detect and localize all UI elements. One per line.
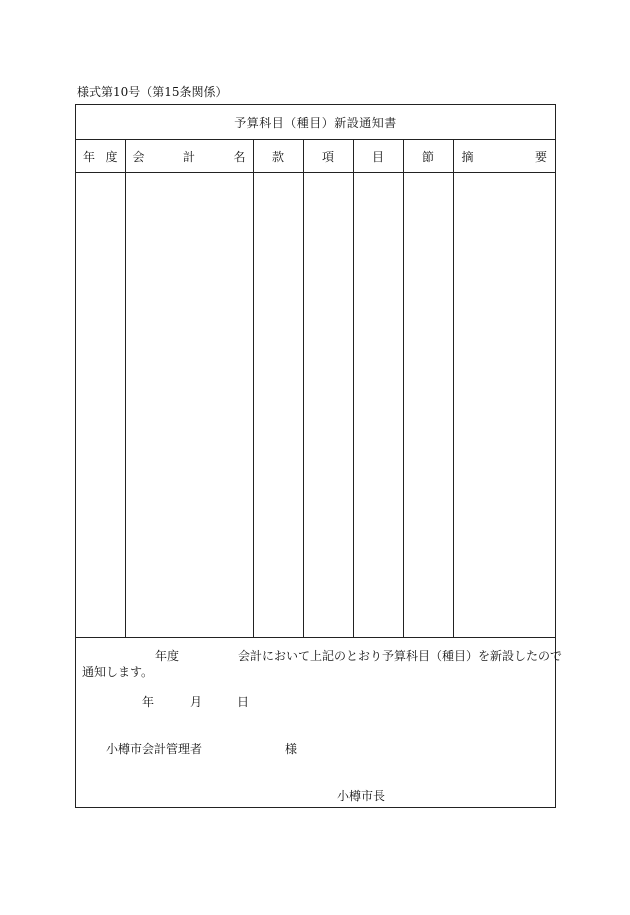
column-header-kou-label: 項 bbox=[321, 149, 334, 164]
form-title: 予算科目（種目）新設通知書 bbox=[76, 105, 555, 140]
form-number-label: 様式第10号（第15条関係） bbox=[77, 85, 228, 99]
column-header-account-char3: 名 bbox=[233, 149, 246, 164]
cell-account[interactable] bbox=[125, 173, 253, 638]
column-header-remarks-char1: 摘 bbox=[461, 149, 474, 164]
column-header-account bbox=[125, 140, 253, 173]
column-header-moku-label: 目 bbox=[371, 149, 384, 164]
column-header-setsu-label: 節 bbox=[421, 149, 434, 164]
column-header-account-char1: 会 bbox=[132, 149, 145, 164]
recipient-name: 小樽市会計管理者 bbox=[106, 742, 203, 756]
recipient-honorific: 様 bbox=[285, 742, 298, 756]
date-month-label: 月 bbox=[190, 695, 203, 709]
cell-moku[interactable] bbox=[353, 173, 403, 638]
column-header-kan bbox=[253, 140, 303, 173]
column-header-kan-label: 款 bbox=[271, 149, 284, 164]
date-year-label: 年 bbox=[142, 695, 155, 709]
notice-sentence-part1: 会計において上記のとおり予算科目（種目）を新設したので bbox=[238, 649, 563, 663]
notice-sentence-part2: 通知します。 bbox=[82, 665, 154, 679]
cell-setsu[interactable] bbox=[403, 173, 453, 638]
date-day-label: 日 bbox=[237, 695, 250, 709]
table-row bbox=[76, 173, 555, 638]
column-header-year bbox=[76, 140, 125, 173]
column-header-year-char2: 度 bbox=[105, 149, 118, 164]
notice-section bbox=[76, 637, 563, 807]
cell-year[interactable] bbox=[76, 173, 125, 638]
notice-year-label: 年度 bbox=[155, 649, 180, 663]
column-header-account-char2: 計 bbox=[182, 149, 195, 164]
budget-item-table bbox=[76, 140, 555, 637]
column-header-setsu bbox=[403, 140, 453, 173]
cell-kan[interactable] bbox=[253, 173, 303, 638]
column-header-year-char1: 年 bbox=[83, 149, 96, 164]
column-header-moku bbox=[353, 140, 403, 173]
cell-kou[interactable] bbox=[303, 173, 353, 638]
cell-remarks[interactable] bbox=[453, 173, 555, 638]
column-header-remarks-char2: 要 bbox=[534, 149, 547, 164]
table-header-row bbox=[76, 140, 555, 173]
sender-name: 小樽市長 bbox=[337, 789, 386, 803]
column-header-kou bbox=[303, 140, 353, 173]
notification-form bbox=[75, 104, 563, 808]
column-header-remarks bbox=[453, 140, 555, 173]
